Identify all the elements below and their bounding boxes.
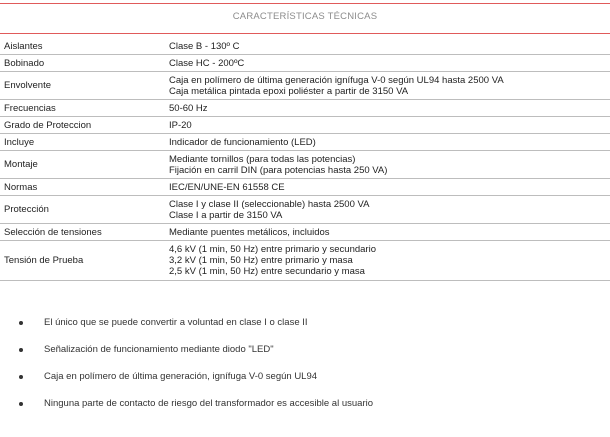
spec-row-normas	[0, 179, 610, 196]
section-title: CARACTERÍSTICAS TÉCNICAS	[232, 11, 378, 22]
spec-row-seleccion-tensiones	[0, 224, 610, 241]
specs-table	[0, 38, 610, 281]
bullet-icon	[19, 321, 23, 325]
feature-item	[0, 340, 610, 360]
feature-item	[0, 394, 610, 414]
spec-value	[163, 179, 610, 196]
spec-value	[163, 196, 610, 224]
spec-value	[163, 224, 610, 241]
spec-row-envolvente	[0, 72, 610, 100]
spec-value-line: Clase I a partir de 3150 VA	[169, 209, 283, 221]
spec-value-line: Caja metálica pintada epoxi poliéster a partir de 3150 VA	[169, 85, 409, 97]
spec-value-line: 4,6 kV (1 min, 50 Hz) entre primario y secundario	[169, 244, 376, 255]
feature-text: El único que se puede convertir a voluntad en clase I o clase II	[44, 317, 308, 328]
spec-row-frecuencias	[0, 100, 610, 117]
spec-row-tension-prueba	[0, 241, 610, 281]
feature-list	[0, 313, 610, 421]
spec-value	[163, 100, 610, 117]
spec-row-incluye	[0, 134, 610, 151]
feature-item	[0, 313, 610, 333]
spec-row-grado-proteccion	[0, 117, 610, 134]
top-divider	[0, 3, 610, 4]
spec-label: Incluye	[0, 134, 163, 151]
spec-value-line: Clase B - 130º C	[169, 40, 240, 52]
spec-value	[163, 134, 610, 151]
spec-label: Grado de Proteccion	[0, 117, 163, 134]
spec-label: Protección	[0, 196, 163, 224]
spec-label: Selección de tensiones	[0, 224, 163, 241]
spec-value	[163, 241, 610, 281]
spec-value-line: 3,2 kV (1 min, 50 Hz) entre primario y masa	[169, 255, 353, 266]
spec-label: Tensión de Prueba	[0, 241, 163, 281]
spec-value-line: Fijación en carril DIN (para potencias hasta 250 VA)	[169, 164, 388, 176]
spec-value-line: Clase HC - 200ºC	[169, 57, 245, 69]
spec-value-line: 50-60 Hz	[169, 102, 208, 114]
spec-label: Aislantes	[0, 38, 163, 55]
spec-label: Normas	[0, 179, 163, 196]
feature-item	[0, 367, 610, 387]
spec-value-line: 2,5 kV (1 min, 50 Hz) entre secundario y masa	[169, 266, 365, 277]
feature-text: Señalización de funcionamiento mediante diodo "LED"	[44, 344, 274, 355]
bullet-icon	[19, 375, 23, 379]
spec-value	[163, 151, 610, 179]
spec-label: Bobinado	[0, 55, 163, 72]
spec-value-line: Mediante tornillos (para todas las potencias)	[169, 153, 356, 165]
spec-label: Frecuencias	[0, 100, 163, 117]
spec-value-line: Indicador de funcionamiento (LED)	[169, 136, 316, 148]
header-divider	[0, 33, 610, 34]
spec-row-montaje	[0, 151, 610, 179]
spec-value	[163, 72, 610, 100]
spec-label: Montaje	[0, 151, 163, 179]
spec-row-aislantes	[0, 38, 610, 55]
feature-text: Caja en polímero de última generación, ignífuga V-0 según UL94	[44, 371, 318, 382]
spec-value	[163, 55, 610, 72]
spec-value-line: Caja en polímero de última generación ignífuga V-0 según UL94 hasta 2500 VA	[169, 74, 504, 86]
spec-value	[163, 117, 610, 134]
feature-text: Ninguna parte de contacto de riesgo del transformador es accesible al usuario	[44, 398, 373, 409]
spec-row-proteccion	[0, 196, 610, 224]
spec-row-bobinado	[0, 55, 610, 72]
spec-value-line: Mediante puentes metálicos, incluidos	[169, 226, 330, 238]
bullet-icon	[19, 402, 23, 406]
spec-label: Envolvente	[0, 72, 163, 100]
spec-value-line: IEC/EN/UNE-EN 61558 CE	[169, 181, 285, 193]
spec-value-line: Clase I y clase II (seleccionable) hasta 2500 VA	[169, 198, 370, 210]
bullet-icon	[19, 348, 23, 352]
spec-value-line: IP-20	[169, 119, 192, 131]
spec-value	[163, 38, 610, 55]
